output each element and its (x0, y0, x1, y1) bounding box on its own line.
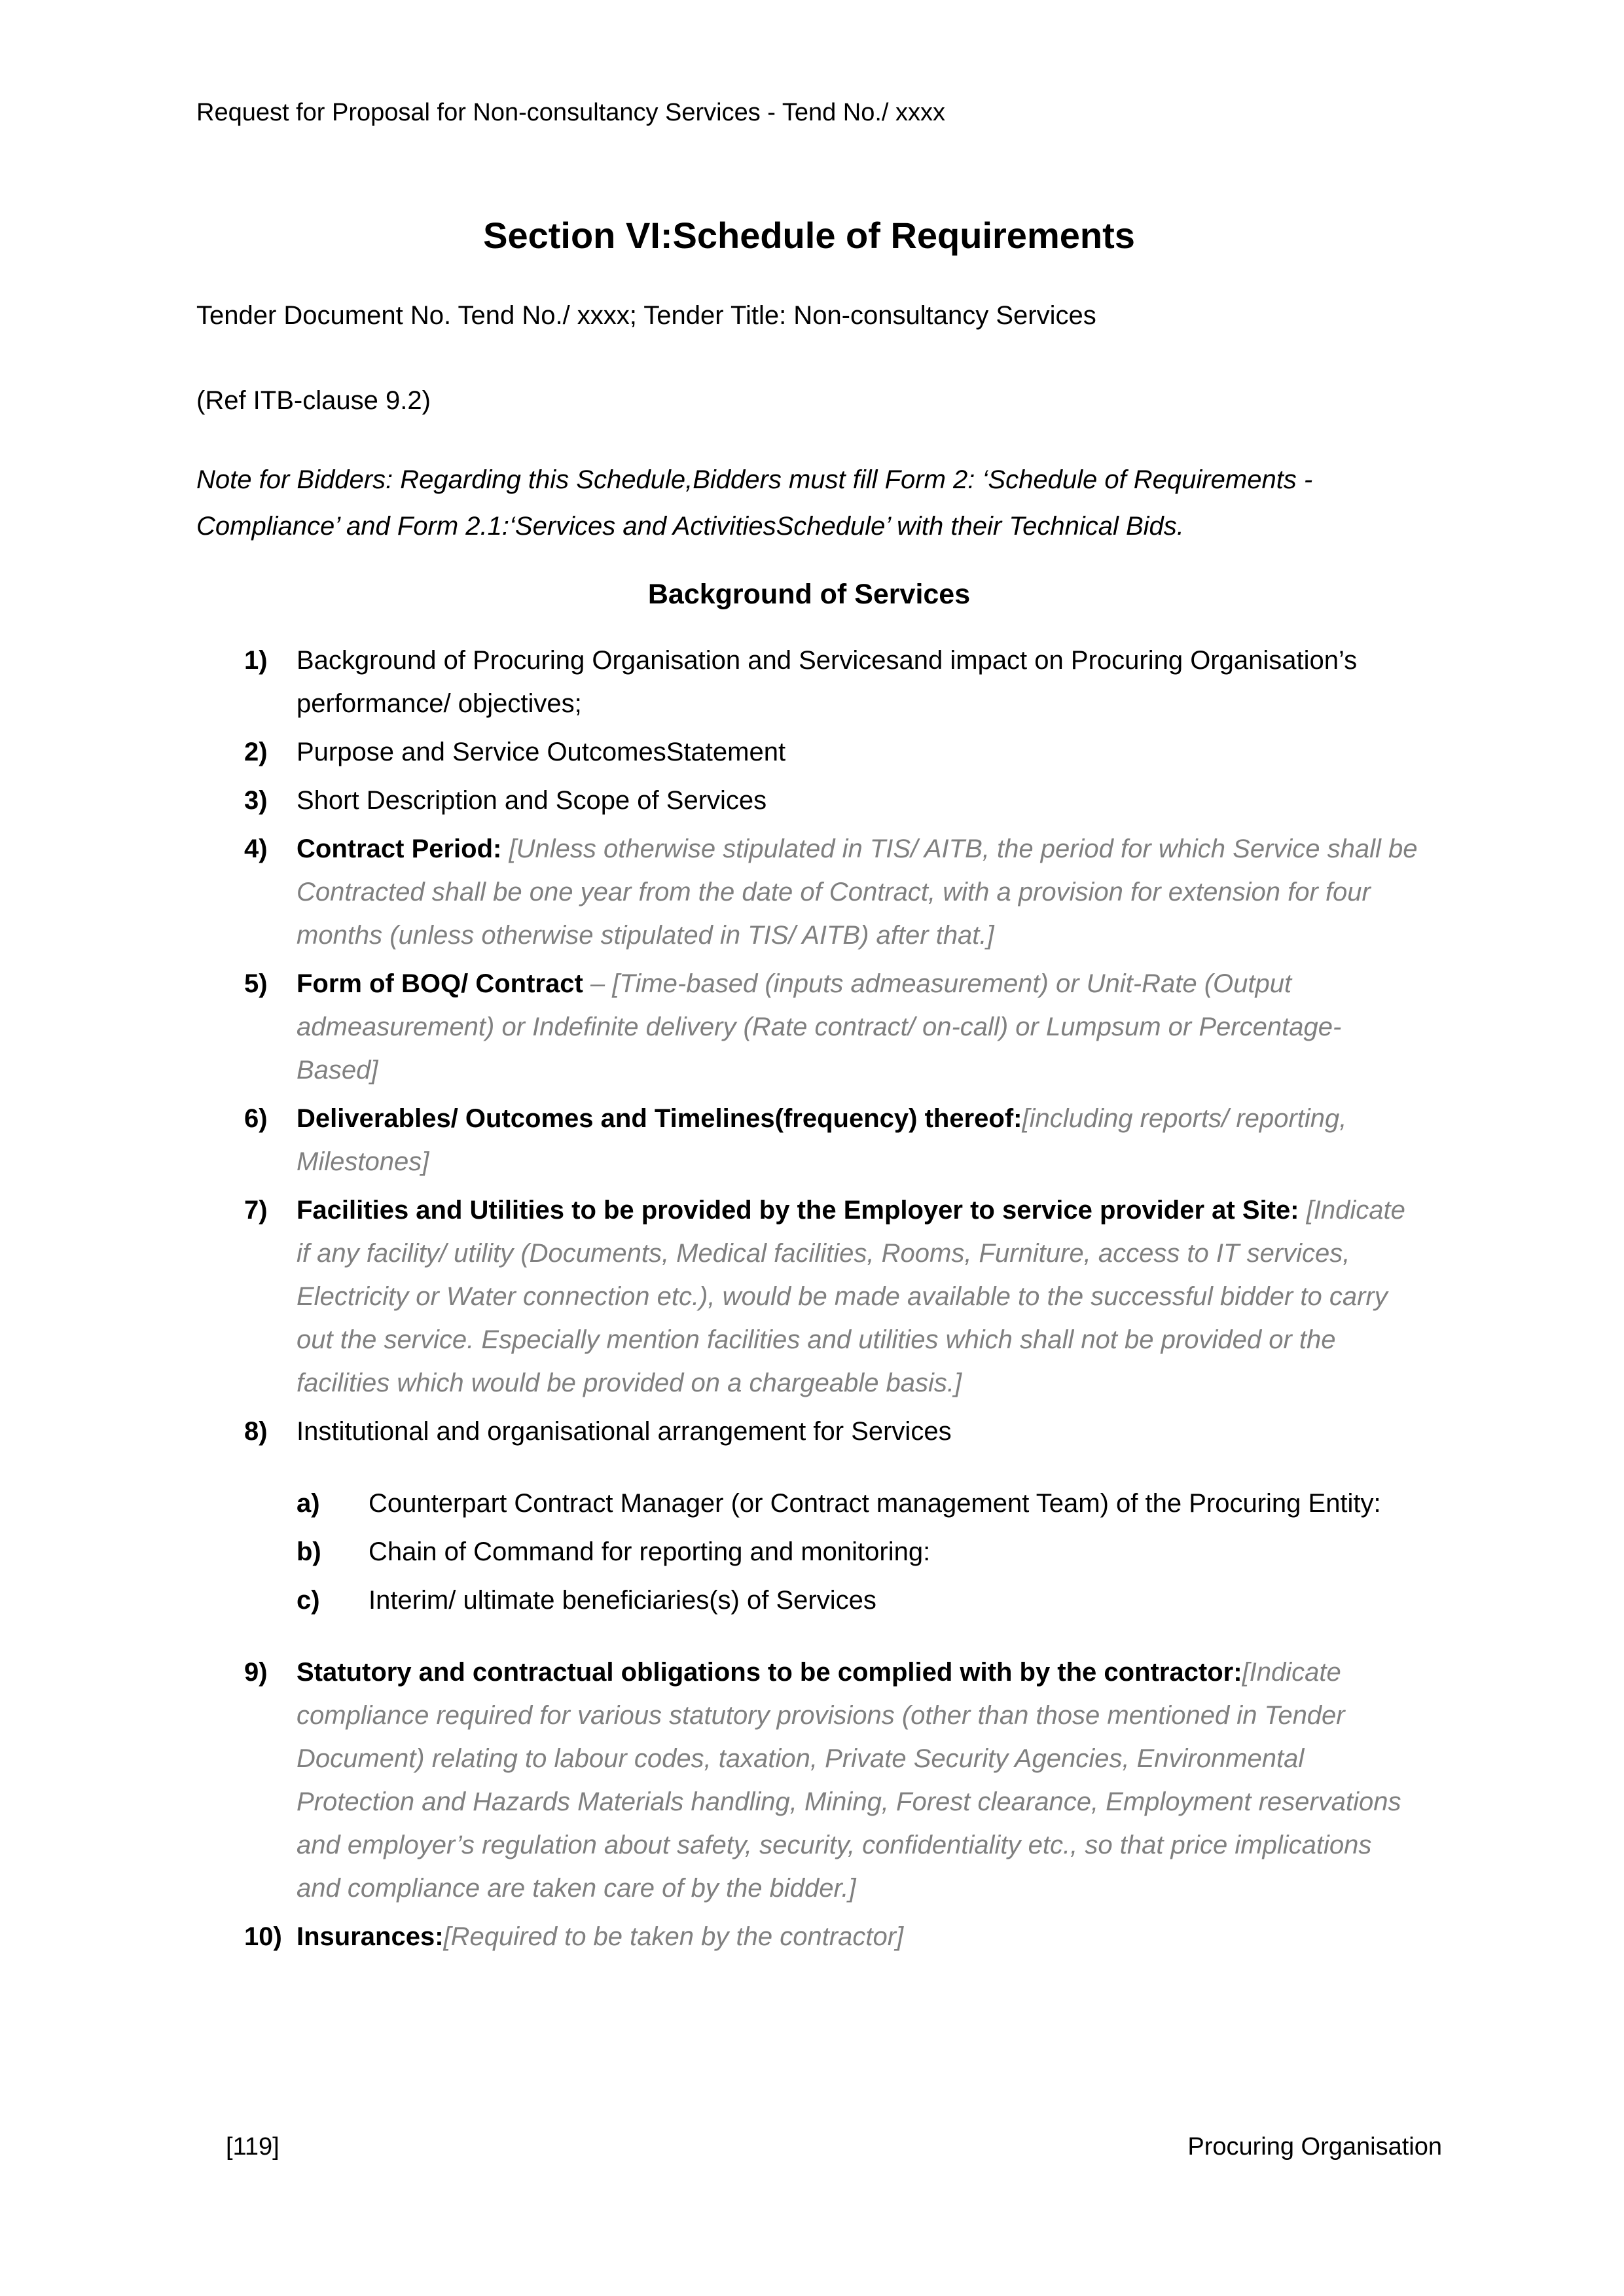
list-item (196, 779, 1422, 822)
sub-list-item (196, 1530, 1422, 1573)
item-text-bold: Contract Period: (297, 834, 509, 863)
item-number: 7) (244, 1196, 268, 1225)
list-item (196, 730, 1422, 774)
subitem-text: Chain of Command for reporting and monitoring: (369, 1537, 931, 1566)
item-text-normal: Background of Procuring Organisation and Servicesand impact on Procuring Organisation’s performance/ objectives; (297, 646, 1358, 718)
note-for-bidders: Note for Bidders: Regarding this Schedule,Bidders must fill Form 2: ‘Schedule of Requirements - Compliance’ and Form 2.1:‘Services and ActivitiesSchedule’ with their Technical Bids. (196, 465, 1313, 541)
item-number: 3) (244, 786, 268, 815)
item-text-placeholder: [Required to be taken by the contractor] (443, 1922, 904, 1951)
item-text-placeholder: [Indicate if any facility/ utility (Documents, Medical facilities, Rooms, Furniture, access to IT services, Electricity or Water connection etc.), would be made available to the successful bidder to carry out the service. Especially mention facilities and utilities which shall not be provided or the facilities which would be provided on a chargeable basis.] (297, 1196, 1405, 1397)
item-number: 8) (244, 1417, 268, 1446)
item-number: 6) (244, 1104, 268, 1133)
item-number: 1) (244, 646, 268, 675)
item-number: 2) (244, 738, 268, 766)
item-text-bold: Form of BOQ/ Contract (297, 969, 590, 998)
document-content (196, 0, 1422, 1964)
sub-list (196, 1482, 1422, 1622)
itb-reference-line: (Ref ITB-clause 9.2) (196, 386, 431, 415)
subitem-text: Interim/ ultimate beneficiaries(s) of Services (369, 1586, 876, 1615)
item-text-normal: Purpose and Service OutcomesStatement (297, 738, 786, 766)
subitem-text: Counterpart Contract Manager (or Contract management Team) of the Procuring Entity: (369, 1489, 1381, 1518)
list-item (196, 1097, 1422, 1183)
requirements-list (196, 639, 1422, 1958)
list-item (196, 1651, 1422, 1910)
item-text-normal: Short Description and Scope of Services (297, 786, 767, 815)
sub-list-item (196, 1482, 1422, 1525)
item-text-placeholder: [Indicate compliance required for various statutory provisions (other than those mentioned in Tender Document) relating to labour codes, taxation, Private Security Agencies, Environmental Protection and Hazards Materials handling, Mining, Forest clearance, Employment reservations and employer’s regulation about safety, security, confidentiality etc., so that price implications and compliance are taken care of by the bidder.] (297, 1658, 1401, 1903)
subitem-letter: c) (297, 1586, 320, 1615)
list-item (196, 1915, 1422, 1958)
item-text-bold: Deliverables/ Outcomes and Timelines(frequency) thereof: (297, 1104, 1022, 1133)
item-number: 9) (244, 1658, 268, 1687)
item-text-bold: Insurances: (297, 1922, 444, 1951)
page-number: [119] (226, 2133, 280, 2161)
subitem-letter: a) (297, 1489, 320, 1518)
item-text-placeholder: – [Time-based (inputs admeasurement) or Unit-Rate (Output admeasurement) or Indefinite delivery (Rate contract/ on-call) or Lumpsum or Percentage-Based] (297, 969, 1342, 1085)
footer-organisation: Procuring Organisation (1187, 2133, 1442, 2161)
page-footer (226, 2131, 1442, 2162)
page-title: Section VI:Schedule of Requirements (483, 215, 1135, 256)
list-item (196, 1189, 1422, 1405)
item-text-normal: Institutional and organisational arrangement for Services (297, 1417, 952, 1446)
list-item (196, 962, 1422, 1092)
item-number: 4) (244, 834, 268, 863)
sub-list-item (196, 1579, 1422, 1622)
item-text-bold: Statutory and contractual obligations to be complied with by the contractor: (297, 1658, 1242, 1687)
list-item (196, 639, 1422, 725)
item-number: 10) (244, 1922, 282, 1951)
subitem-letter: b) (297, 1537, 321, 1566)
list-item (196, 1410, 1422, 1453)
list-item (196, 827, 1422, 957)
item-text-placeholder: [Unless otherwise stipulated in TIS/ AITB, the period for which Service shall be Contracted shall be one year from the date of Contract, with a provision for extension for four months (unless otherwise stipulated in TIS/ AITB) after that.] (297, 834, 1418, 950)
running-header: Request for Proposal for Non-consultancy Services - Tend No./ xxxx (196, 99, 946, 126)
item-number: 5) (244, 969, 268, 998)
tender-meta-line: Tender Document No. Tend No./ xxxx; Tender Title: Non-consultancy Services (196, 301, 1096, 330)
background-of-services-heading: Background of Services (647, 579, 971, 610)
item-text-bold: Facilities and Utilities to be provided by the Employer to service provider at Site: (297, 1196, 1307, 1225)
item-text-placeholder: [including reports/ reporting, Milestones] (297, 1104, 1347, 1176)
